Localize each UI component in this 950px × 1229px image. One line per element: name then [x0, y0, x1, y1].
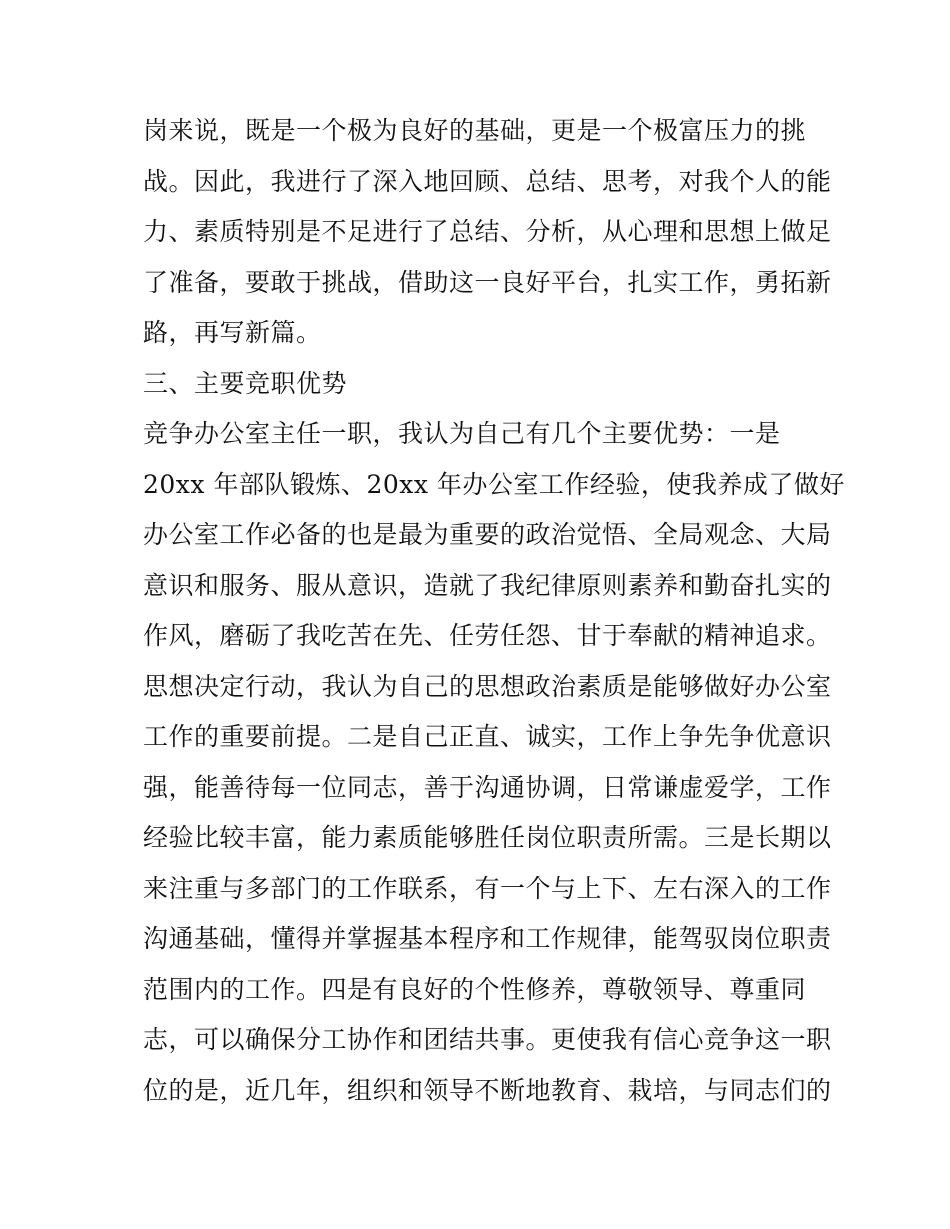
text-line: 20xx 年部队锻炼、20xx 年办公室工作经验，使我养成了做好: [143, 469, 845, 499]
text-line: 岗来说，既是一个极为良好的基础，更是一个极富压力的挑: [143, 116, 807, 145]
text-line: 竞争办公室主任一职，我认为自己有几个主要优势：一是: [143, 419, 781, 448]
text-line: 力、素质特别是不足进行了总结、分析，从心理和思想上做足: [143, 217, 832, 246]
text-line: 办公室工作必备的也是最为重要的政治觉悟、全局观念、大局: [143, 520, 832, 549]
text-line: 作风，磨砺了我吃苦在先、任劳任怨、甘于奉献的精神追求。: [143, 621, 832, 650]
text-line: 强，能善待每一位同志，善于沟通协调，日常谦虚爱学，工作: [143, 772, 832, 802]
document-body: [143, 106, 845, 1116]
text-line: 思想决定行动，我认为自己的思想政治素质是能够做好办公室: [143, 671, 832, 701]
text-line: 了准备，要敢于挑战，借助这一良好平台，扎实工作，勇拓新: [143, 267, 832, 297]
section-heading: 三、主要竞职优势: [143, 368, 348, 398]
text-line: 经验比较丰富，能力素质能够胜任岗位职责所需。三是长期以: [143, 823, 832, 852]
text-line: 志，可以确保分工协作和团结共事。更使我有信心竞争这一职: [143, 1025, 832, 1054]
text-line: 范围内的工作。四是有良好的个性修养，尊敬领导、尊重同: [143, 974, 807, 1004]
text-line: 位的是，近几年，组织和领导不断地教育、栽培，与同志们的: [143, 1075, 832, 1105]
text-line: 路，再写新篇。: [143, 318, 322, 347]
text-line: 工作的重要前提。二是自己正直、诚实，工作上争先争优意识: [143, 722, 832, 751]
text-line: 来注重与多部门的工作联系，有一个与上下、左右深入的工作: [143, 873, 832, 903]
text-line: 意识和服务、服从意识，造就了我纪律原则素养和勤奋扎实的: [143, 570, 832, 600]
text-line: 沟通基础，懂得并掌握基本程序和工作规律，能驾驭岗位职责: [143, 924, 832, 953]
text-line: 战。因此，我进行了深入地回顾、总结、思考，对我个人的能: [143, 166, 832, 196]
